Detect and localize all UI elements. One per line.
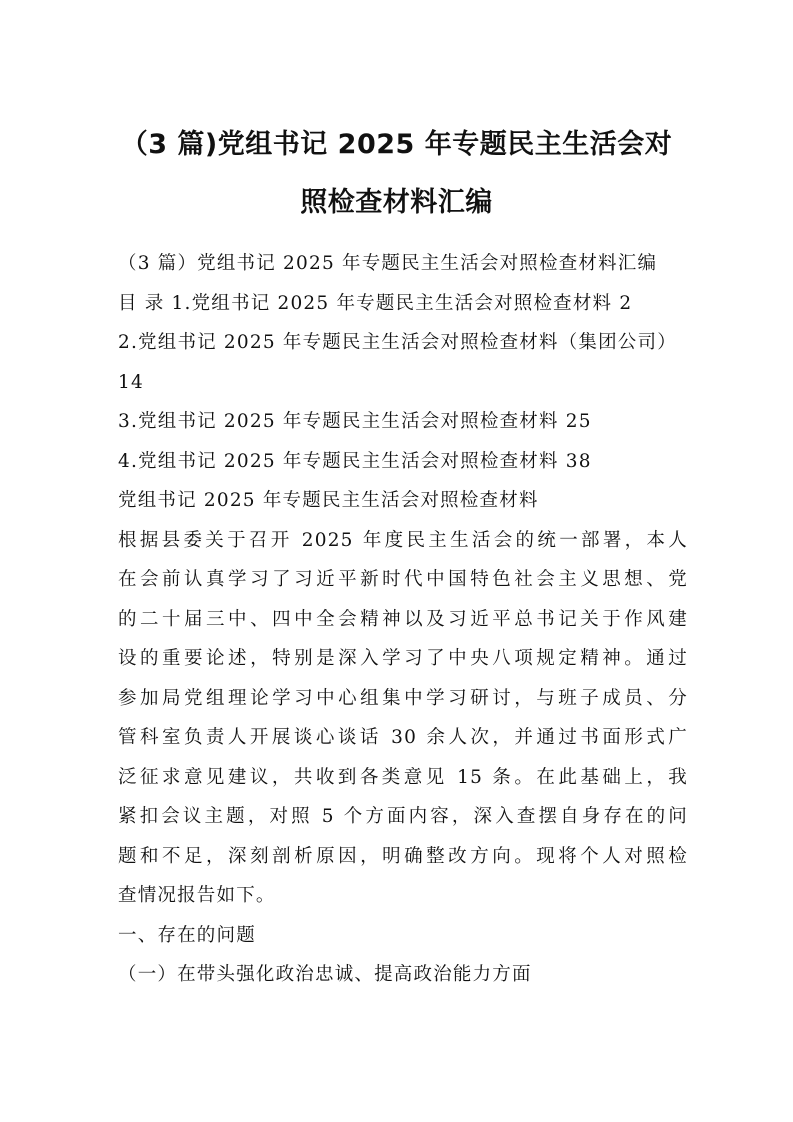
toc-line-2-page: 14 xyxy=(118,371,144,393)
body-paragraph xyxy=(118,521,688,995)
paragraph-line: 紧扣会议主题，对照 5 个方面内容，深入查摆自身存在的问 xyxy=(118,806,688,827)
table-of-contents xyxy=(118,244,688,521)
paragraph-line: 题和不足，深刻剖析原因，明确整改方向。现将个人对照检 xyxy=(118,845,688,867)
paragraph-line: 在会前认真学习了习近平新时代中国特色社会主义思想、党 xyxy=(118,569,688,590)
title-line-2: 照检查材料汇编 xyxy=(300,187,493,218)
title-line-1: （3 篇)党组书记 2025 年专题民主生活会对 xyxy=(120,129,673,160)
toc-line-1: 目 录 1.党组书记 2025 年专题民主生活会对照检查材料 2 xyxy=(118,292,633,314)
toc-heading-line: （3 篇）党组书记 2025 年专题民主生活会对照检查材料汇编 xyxy=(118,253,658,274)
document-title xyxy=(80,116,713,232)
toc-line-2: 2.党组书记 2025 年专题民主生活会对照检查材料（集团公司） xyxy=(118,332,677,353)
paragraph-line: 泛征求意见建议，共收到各类意见 15 条。在此基础上，我 xyxy=(118,766,688,788)
paragraph-line: 根据县委关于召开 2025 年度民主生活会的统一部署，本人 xyxy=(118,529,688,551)
paragraph-line: 的二十届三中、四中全会精神以及习近平总书记关于作风建 xyxy=(118,608,688,630)
paragraph-line: 设的重要论述，特别是深入学习了中央八项规定精神。通过 xyxy=(118,648,688,669)
toc-line-3: 3.党组书记 2025 年专题民主生活会对照检查材料 25 xyxy=(118,411,592,432)
subsection-heading: （一）在带头强化政治忠诚、提高政治能力方面 xyxy=(118,964,532,985)
toc-line-4: 4.党组书记 2025 年专题民主生活会对照检查材料 38 xyxy=(118,450,592,472)
article-title: 党组书记 2025 年专题民主生活会对照检查材料 xyxy=(118,490,539,511)
paragraph-line: 管科室负责人开展谈心谈话 30 余人次，并通过书面形式广 xyxy=(118,727,688,748)
paragraph-line: 参加局党组理论学习中心组集中学习研讨，与班子成员、分 xyxy=(118,687,688,709)
section-heading: 一、存在的问题 xyxy=(118,924,256,946)
paragraph-line: 查情况报告如下。 xyxy=(118,885,276,906)
